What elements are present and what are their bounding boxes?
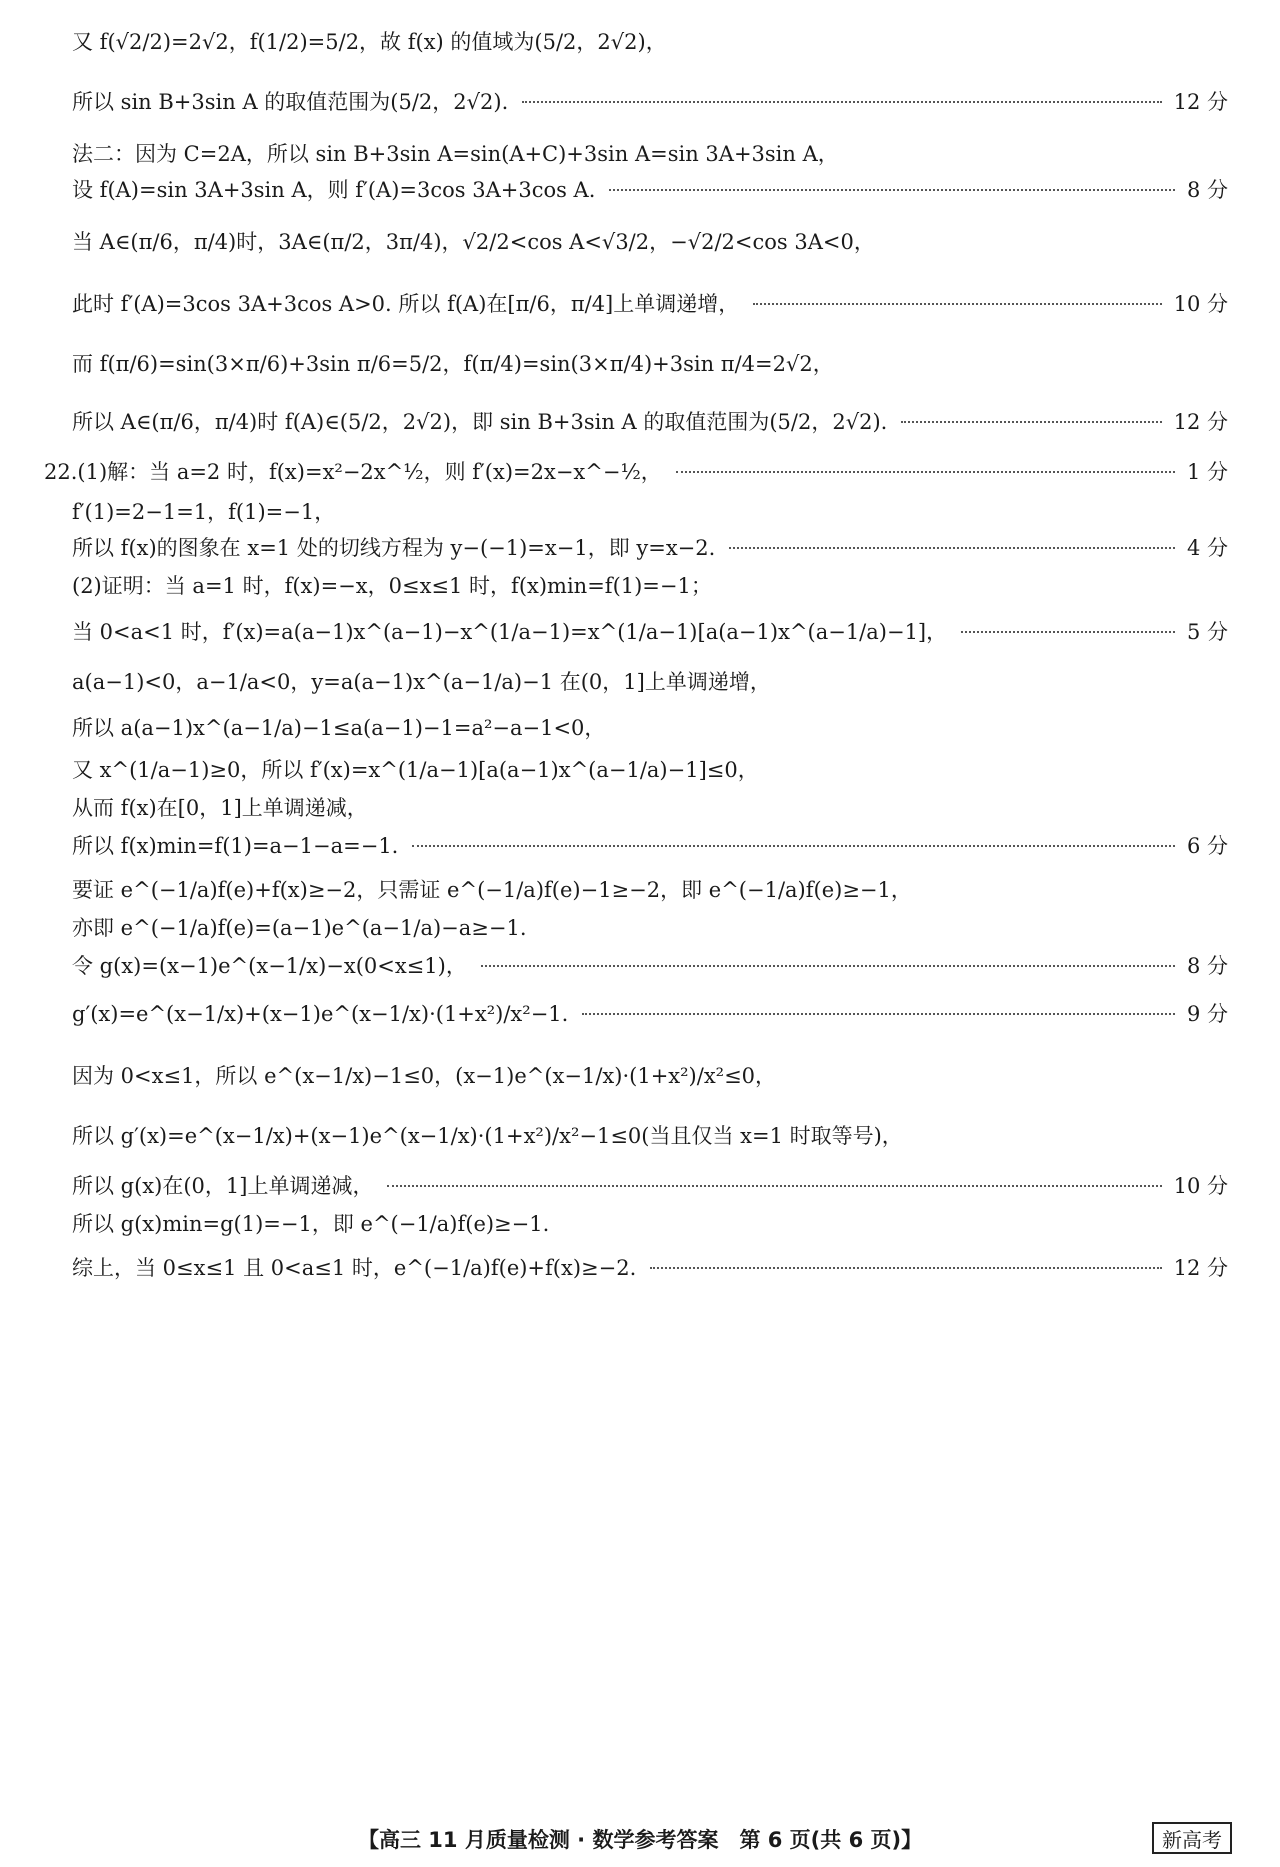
score-label: 1 分 bbox=[1186, 460, 1228, 484]
score-label: 12 分 bbox=[1173, 90, 1228, 114]
line-text: 所以 f(x)min=f(1)=a−1−a=−1. bbox=[72, 834, 399, 858]
line-text: 22.(1)解：当 a=2 时，f(x)=x²−2x^½，则 f′(x)=2x−x^−½， bbox=[44, 460, 662, 484]
score-label: 5 分 bbox=[1186, 620, 1228, 644]
score-label: 8 分 bbox=[1186, 178, 1228, 202]
leader-dots bbox=[387, 1185, 1162, 1187]
leader-dots bbox=[729, 547, 1175, 549]
score-label: 4 分 bbox=[1186, 536, 1228, 560]
score-label: 9 分 bbox=[1186, 1002, 1228, 1026]
line-text: 而 f(π/6)=sin(3×π/6)+3sin π/6=5/2，f(π/4)=sin(3×π/4)+3sin π/4=2√2， bbox=[72, 352, 834, 376]
line-text: 令 g(x)=(x−1)e^(x−1/x)−x(0<x≤1)， bbox=[72, 954, 467, 978]
line-text: 综上，当 0≤x≤1 且 0<a≤1 时，e^(−1/a)f(e)+f(x)≥−2. bbox=[72, 1256, 637, 1280]
line-text: 所以 g′(x)=e^(x−1/x)+(x−1)e^(x−1/x)·(1+x²)/x²−1≤0(当且仅当 x=1 时取等号)， bbox=[72, 1124, 903, 1148]
leader-dots bbox=[650, 1267, 1162, 1269]
footer-text: 【高三 11 月质量检测 · 数学参考答案 第 6 页(共 6 页)】 bbox=[358, 1828, 923, 1852]
leader-dots bbox=[753, 303, 1162, 305]
exam-type-badge: 新高考 bbox=[1152, 1822, 1232, 1854]
line-text: 又 x^(1/a−1)≥0，所以 f′(x)=x^(1/a−1)[a(a−1)x^(a−1/a)−1]≤0， bbox=[72, 758, 759, 782]
score-label: 12 分 bbox=[1173, 410, 1228, 434]
line-text: 当 A∈(π/6，π/4)时，3A∈(π/2，3π/4)，√2/2<cos A<√3/2，−√2/2<cos 3A<0， bbox=[72, 230, 875, 254]
line-text: 又 f(√2/2)=2√2，f(1/2)=5/2，故 f(x) 的值域为(5/2，2√2)， bbox=[72, 30, 667, 54]
leader-dots bbox=[609, 189, 1175, 191]
leader-dots bbox=[481, 965, 1175, 967]
line-text: 所以 g(x)min=g(1)=−1，即 e^(−1/a)f(e)≥−1. bbox=[72, 1212, 550, 1236]
line-text: 要证 e^(−1/a)f(e)+f(x)≥−2，只需证 e^(−1/a)f(e)−1≥−2，即 e^(−1/a)f(e)≥−1， bbox=[72, 878, 912, 902]
line-text: 所以 A∈(π/6，π/4)时 f(A)∈(5/2，2√2)，即 sin B+3sin A 的取值范围为(5/2，2√2). bbox=[72, 410, 888, 434]
line-text: 所以 sin B+3sin A 的取值范围为(5/2，2√2). bbox=[72, 90, 509, 114]
leader-dots bbox=[412, 845, 1175, 847]
line-text: 设 f(A)=sin 3A+3sin A，则 f′(A)=3cos 3A+3cos A. bbox=[72, 178, 596, 202]
leader-dots bbox=[901, 421, 1162, 423]
line-text: 此时 f′(A)=3cos 3A+3cos A>0. 所以 f(A)在[π/6，π/4]上单调递增， bbox=[72, 292, 740, 316]
line-text: (2)证明：当 a=1 时，f(x)=−x，0≤x≤1 时，f(x)min=f(1)=−1； bbox=[72, 574, 712, 598]
score-label: 10 分 bbox=[1173, 1174, 1228, 1198]
score-label: 6 分 bbox=[1186, 834, 1228, 858]
leader-dots bbox=[961, 631, 1175, 633]
leader-dots bbox=[522, 101, 1162, 103]
line-text: 所以 a(a−1)x^(a−1/a)−1≤a(a−1)−1=a²−a−1<0， bbox=[72, 716, 606, 740]
leader-dots bbox=[582, 1013, 1175, 1015]
line-text: a(a−1)<0，a−1/a<0，y=a(a−1)x^(a−1/a)−1 在(0，1]上单调递增， bbox=[72, 670, 771, 694]
line-text: 亦即 e^(−1/a)f(e)=(a−1)e^(a−1/a)−a≥−1. bbox=[72, 916, 527, 940]
line-text: g′(x)=e^(x−1/x)+(x−1)e^(x−1/x)·(1+x²)/x²−1. bbox=[72, 1002, 569, 1026]
line-text: 法二：因为 C=2A，所以 sin B+3sin A=sin(A+C)+3sin A=sin 3A+3sin A， bbox=[72, 142, 839, 166]
leader-dots bbox=[676, 471, 1175, 473]
line-text: 当 0<a<1 时，f′(x)=a(a−1)x^(a−1)−x^(1/a−1)=x^(1/a−1)[a(a−1)x^(a−1/a)−1]， bbox=[72, 620, 948, 644]
line-text: 从而 f(x)在[0，1]上单调递减， bbox=[72, 796, 368, 820]
line-text: 所以 g(x)在(0，1]上单调递减， bbox=[72, 1174, 374, 1198]
line-text: 因为 0<x≤1，所以 e^(x−1/x)−1≤0，(x−1)e^(x−1/x)·(1+x²)/x²≤0， bbox=[72, 1064, 777, 1088]
line-text: f′(1)=2−1=1，f(1)=−1， bbox=[72, 500, 336, 524]
score-label: 10 分 bbox=[1173, 292, 1228, 316]
score-label: 12 分 bbox=[1173, 1256, 1228, 1280]
line-text: 所以 f(x)的图象在 x=1 处的切线方程为 y−(−1)=x−1，即 y=x−2. bbox=[72, 536, 716, 560]
score-label: 8 分 bbox=[1186, 954, 1228, 978]
